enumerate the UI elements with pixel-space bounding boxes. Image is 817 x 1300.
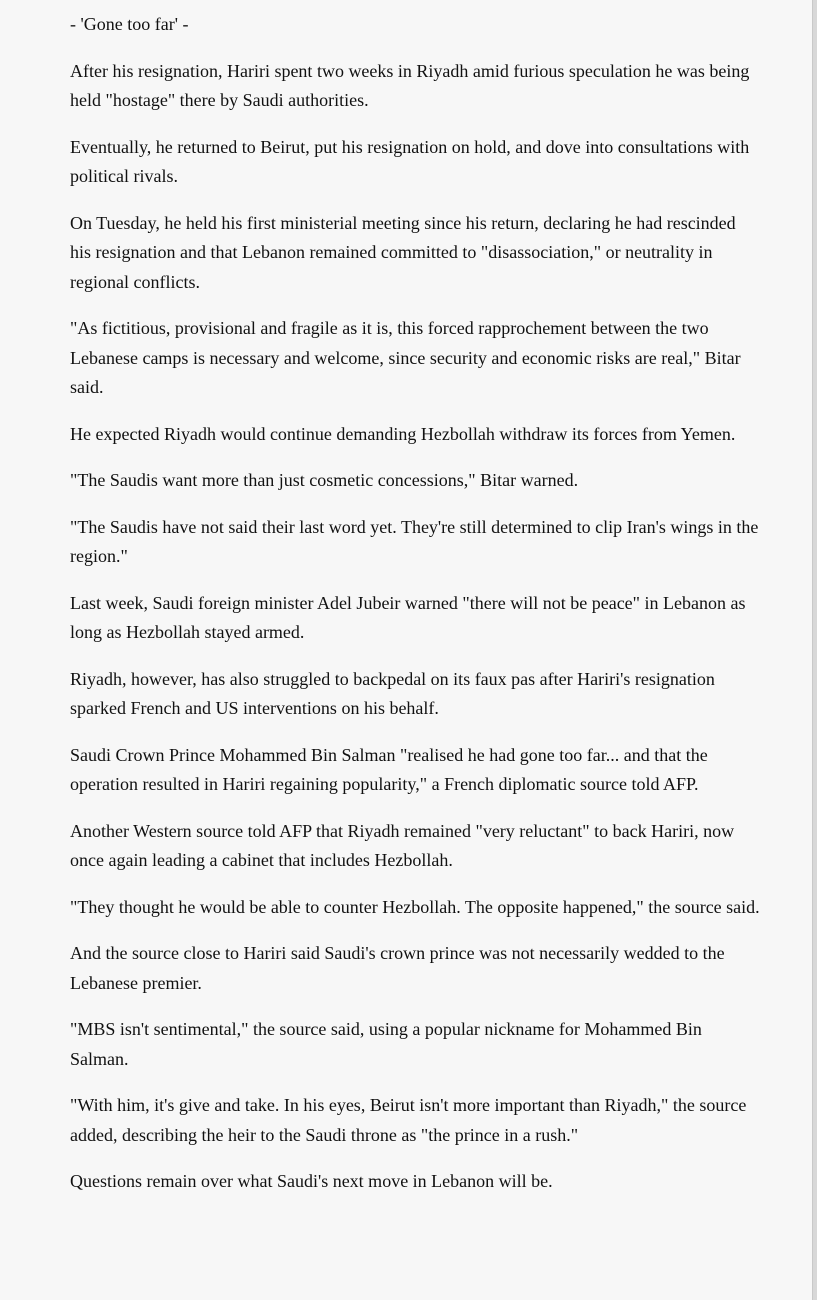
paragraph: After his resignation, Hariri spent two weeks in Riyadh amid furious speculation he was being held "hostage" there by Saudi authorities. <box>70 60 750 110</box>
paragraph: On Tuesday, he held his first ministerial meeting since his return, declaring he had rescinded his resignation and that Lebanon remained committed to "disassociation," or neutrality in regional conflicts. <box>70 212 736 292</box>
paragraph: "With him, it's give and take. In his eyes, Beirut isn't more important than Riyadh," the source added, describing the heir to the Saudi throne as "the prince in a rush." <box>70 1095 747 1145</box>
paragraph: And the source close to Hariri said Saudi's crown prince was not necessarily wedded to the Lebanese premier. <box>70 943 725 993</box>
paragraph: Saudi Crown Prince Mohammed Bin Salman "realised he had gone too far... and that the operation resulted in Hariri regaining popularity," a French diplomatic source told AFP. <box>70 744 708 794</box>
paragraph: "The Saudis want more than just cosmetic concessions," Bitar warned. <box>70 470 579 490</box>
paragraph: Questions remain over what Saudi's next move in Lebanon will be. <box>70 1171 553 1191</box>
paragraph: Eventually, he returned to Beirut, put his resignation on hold, and dove into consultations with political rivals. <box>70 136 750 186</box>
section-subhead: - 'Gone too far' - <box>70 14 189 34</box>
paragraph: Riyadh, however, has also struggled to backpedal on its faux pas after Hariri's resignation sparked French and US interventions on his behalf. <box>70 668 715 718</box>
paragraph: "MBS isn't sentimental," the source said, using a popular nickname for Mohammed Bin Salman. <box>70 1019 702 1069</box>
window-right-edge <box>812 0 817 1300</box>
paragraph: Last week, Saudi foreign minister Adel Jubeir warned "there will not be peace" in Lebanon as long as Hezbollah stayed armed. <box>70 592 746 642</box>
paragraph: Another Western source told AFP that Riyadh remained "very reluctant" to back Hariri, now once again leading a cabinet that includes Hezbollah. <box>70 820 735 870</box>
paragraph: "They thought he would be able to counter Hezbollah. The opposite happened," the source said. <box>70 896 760 917</box>
paragraph: "The Saudis have not said their last word yet. They're still determined to clip Iran's wings in the region." <box>70 516 759 566</box>
paragraph: "As fictitious, provisional and fragile as it is, this forced rapprochement between the two Lebanese camps is necessary and welcome, since security and economic risks are real," Bitar said. <box>70 318 741 397</box>
article-body <box>70 10 760 1214</box>
paragraph: He expected Riyadh would continue demanding Hezbollah withdraw its forces from Yemen. <box>70 423 736 444</box>
